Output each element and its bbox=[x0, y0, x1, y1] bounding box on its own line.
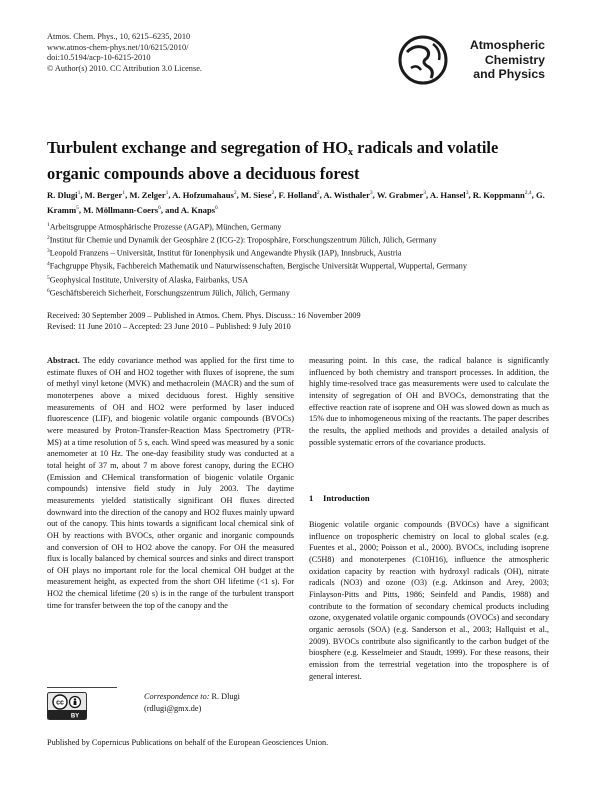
introduction-paragraph: Biogenic volatile organic compounds (BVOCs) have a significant influence on tropospheric chemistry on local to global scales (e.g. Fuentes et al., 2000; Poisson et al., 2000). BVOCs, including isoprene (C5H8) and monoterpenes (C10H16), influence the atmospheric oxidation capacity by reaction with hydroxyl radicals (OH), nitrate radicals (NO3) and ozone (O3) (e.g. Atkinson and Arey, 2003; Finlayson-Pitts and Pitts, 1986; Seinfeld and Pandis, 1988) and contribute to the formation of secondary chemical products including ozone, oxygenated volatile organic compounds (OVOCs) and secondary organic aerosols (SOA) (e.g. Sanderson et al., 2003; Hallquist et al., 2009). BVOCs contribute also significantly to the carbon budget of the biosphere (e.g. Kesselmeier and Staudt, 1999). For these reasons, their emission from the terrestrial vegetation into the troposphere is of general interest. bbox=[309, 520, 549, 681]
abstract-text: The eddy covariance method was applied for the first time to estimate fluxes of OH and HO2 together with fluxes of isoprene, the sum of methyl vinyl ketone (MVK) and methacrolein (MACR) and the sum of monoterpenes above a mixed deciduous forest. Highly sensitive measurements of OH and HO2 were performed by laser induced fluorescence (LIF), and biogenic volatile organic compounds (BVOCs) were measured by Proton-Transfer-Reaction Mass Spectrometry (PTR-MS) at a time resolution of 5 s, each. Wind speed was measured by a sonic anemometer at 10 Hz. The one-day feasibility study was conducted at a total height of 37 m, about 7 m above forest canopy, during the ECHO (Emission and CHemical transformation of biogenic volatile Organic compounds) intensive field study in July 2003. The daytime measurements yielded statistically significant OH fluxes directed downward into the direction of the canopy and HO2 fluxes mainly upward out of the canopy. This hints towards a significant local chemical sink of OH by reactions with BVOCs, other organic and inorganic compounds and conversion of OH to HO2 above the canopy. For OH the measured flux is locally balanced by chemical sources and sinks and direct transport of OH plays no important role for the local chemical OH budget at the measurement height, as expected from the short OH lifetime (<1 s). For HO2 the chemical lifetime (20 s) is in the range of the turbulent transport time for transfer between the top of the canopy and the bbox=[47, 356, 294, 610]
author-name: G. Kramm bbox=[47, 189, 545, 215]
paper-title bbox=[47, 138, 547, 184]
doi[interactable]: doi:10.5194/acp-10-6215-2010 bbox=[47, 53, 151, 63]
title-part-2: radicals and volatile organic compounds above a deciduous forest bbox=[47, 138, 499, 183]
affiliation-item bbox=[47, 233, 552, 246]
creative-commons-icon bbox=[47, 692, 87, 720]
affiliation-number: 6 bbox=[47, 287, 50, 294]
affiliation-number: 1 bbox=[47, 222, 50, 228]
affiliation-text: Geophysical Institute, University of Alaska, Fairbanks, USA bbox=[49, 275, 249, 285]
author-affiliation-marker: 3 bbox=[465, 190, 469, 196]
affiliation-text: Leopold Franzens – Universität, Institut für Ionenphysik und Angewandte Physik (IAP), Innsbruck, Austria bbox=[49, 249, 402, 259]
affiliation-number: 5 bbox=[47, 274, 50, 281]
footnote-rule bbox=[47, 687, 117, 688]
license-line: © Author(s) 2010. CC Attribution 3.0 License. bbox=[47, 63, 202, 73]
abstract-right-column bbox=[309, 355, 549, 448]
logo-line-1: Atmospheric bbox=[469, 38, 545, 52]
author-affiliation-marker: 6 bbox=[158, 204, 161, 211]
revised-line: Revised: 11 June 2010 – Accepted: 23 June 2010 – Published: 9 July 2010 bbox=[47, 322, 291, 332]
author-name: A. Hansel bbox=[429, 189, 466, 200]
affiliation-number: 3 bbox=[47, 248, 50, 255]
author-name: R. Dlugi bbox=[47, 189, 78, 200]
author-name: M. Möllmann-Coers bbox=[83, 204, 159, 215]
logo-wordmark bbox=[455, 38, 545, 82]
author-affiliation-marker: 1 bbox=[122, 190, 126, 196]
section-heading-introduction bbox=[309, 493, 370, 503]
author-affiliation-marker: 2,4 bbox=[524, 190, 532, 196]
author-affiliation-marker: 3 bbox=[423, 190, 427, 196]
author-affiliation-marker: 2 bbox=[316, 190, 320, 196]
journal-url[interactable]: www.atmos-chem-phys.net/10/6215/2010/ bbox=[47, 42, 189, 52]
abstract-paragraph bbox=[47, 355, 294, 611]
author-name: W. Grabmer bbox=[376, 189, 424, 200]
author-name: R. Koppmann bbox=[472, 189, 525, 200]
author-affiliation-marker: 2 bbox=[233, 190, 237, 196]
cc-license-badge[interactable] bbox=[47, 692, 87, 720]
affiliation-list bbox=[47, 220, 552, 299]
author-name: M. Berger bbox=[84, 189, 123, 200]
affiliation-text: Geschäftsbereich Sicherheit, Forschungszentrum Jülich, Jülich, Germany bbox=[49, 288, 290, 298]
correspondence-label: Correspondence to: bbox=[144, 692, 210, 701]
affiliation-item bbox=[47, 246, 552, 259]
author-affiliation-marker: 2 bbox=[271, 190, 275, 196]
journal-logo bbox=[397, 34, 547, 86]
author-affiliation-marker: 5 bbox=[76, 204, 79, 211]
journal-citation: Atmos. Chem. Phys., 10, 6215–6235, 2010 bbox=[47, 32, 191, 41]
author-affiliation-marker: 6 bbox=[215, 204, 218, 211]
abstract-left-column bbox=[47, 355, 294, 611]
publication-dates bbox=[47, 310, 552, 333]
logo-line-2: Chemistry bbox=[484, 52, 545, 67]
affiliation-item bbox=[47, 273, 552, 286]
journal-header bbox=[47, 32, 202, 74]
abstract-continuation: measuring point. In this case, the radical balance is significantly influenced by both chemistry and transport processes. In addition, the highly time-resolved trace gas measurements were used to calculate the intensity of segregation of OH and BVOCs, demonstrating that the effective reaction rate of isoprene and OH was slowed down as much as 15% due to inhomogeneous mixing of the reactants. The paper describes the results, the applied methods and provides a detailed analysis of possible systematic errors of the covariance products. bbox=[309, 356, 549, 447]
author-affiliation-marker: 3 bbox=[369, 190, 373, 196]
author-name: M. Siese bbox=[240, 189, 272, 200]
publisher-footer: Published by Copernicus Publications on behalf of the European Geosciences Union. bbox=[47, 738, 329, 747]
correspondence-note bbox=[144, 691, 240, 714]
correspondence-name: R. Dlugi bbox=[211, 692, 240, 701]
cc-by-text: BY bbox=[70, 713, 80, 720]
author-name: M. Zelger bbox=[129, 189, 166, 200]
affiliation-number: 4 bbox=[47, 261, 50, 268]
title-part-1: Turbulent exchange and segregation of HO bbox=[47, 138, 348, 157]
section-title: Introduction bbox=[323, 493, 370, 503]
correspondence-email[interactable]: (rdlugi@gmx.de) bbox=[144, 703, 202, 713]
affiliation-text: Institut für Chemie und Dynamik der Geosphäre 2 (ICG-2): Troposphäre, Forschungszentrum Jülich, Jülich, Germany bbox=[49, 235, 437, 245]
author-name: A. Knaps bbox=[180, 204, 216, 215]
introduction-body bbox=[309, 519, 549, 682]
logo-line-3: and Physics bbox=[473, 67, 545, 82]
affiliation-item bbox=[47, 259, 552, 272]
received-line: Received: 30 September 2009 – Published in Atmos. Chem. Phys. Discuss.: 16 November 2009 bbox=[47, 311, 361, 320]
abstract-label: Abstract. bbox=[47, 356, 80, 365]
affiliation-number: 2 bbox=[47, 235, 50, 242]
title-subscript: x bbox=[347, 147, 353, 158]
author-name: A. Hofzumahaus bbox=[172, 189, 234, 200]
affiliation-item bbox=[47, 220, 552, 233]
author-affiliation-marker: 1 bbox=[165, 190, 169, 196]
affiliation-text: Fachgruppe Physik, Fachbereich Mathematik und Naturwissenschaften, Bergische Universität Wuppertal, Wuppertal, Germany bbox=[49, 262, 467, 272]
author-list: R. Dlugi$^1$, M. Berger$^1$, M. Zelger$^1$, A. Hofzumahaus$^2$, M. Siese$^2$, F. Holland$^2$, A. Wisthaler$^3$, W. Grabmer$^3$, A. Hansel$^3$, R. Koppmann$^{2,4}$, G. Kramm$^5$, M. Möllmann-Coers$^6$, and A. Knaps$^6$ bbox=[47, 189, 545, 215]
author-name: F. Holland bbox=[278, 189, 317, 200]
affiliation-text: Arbeitsgruppe Atmosphärische Prozesse (AGAP), München, Germany bbox=[49, 222, 282, 232]
author-name: A. Wisthaler bbox=[323, 189, 370, 200]
globe-logo-icon bbox=[397, 34, 455, 86]
author-affiliation-marker: 1 bbox=[77, 190, 81, 196]
affiliation-item bbox=[47, 286, 552, 299]
cc-badge-text: cc bbox=[56, 699, 64, 707]
section-number: 1 bbox=[309, 493, 314, 503]
